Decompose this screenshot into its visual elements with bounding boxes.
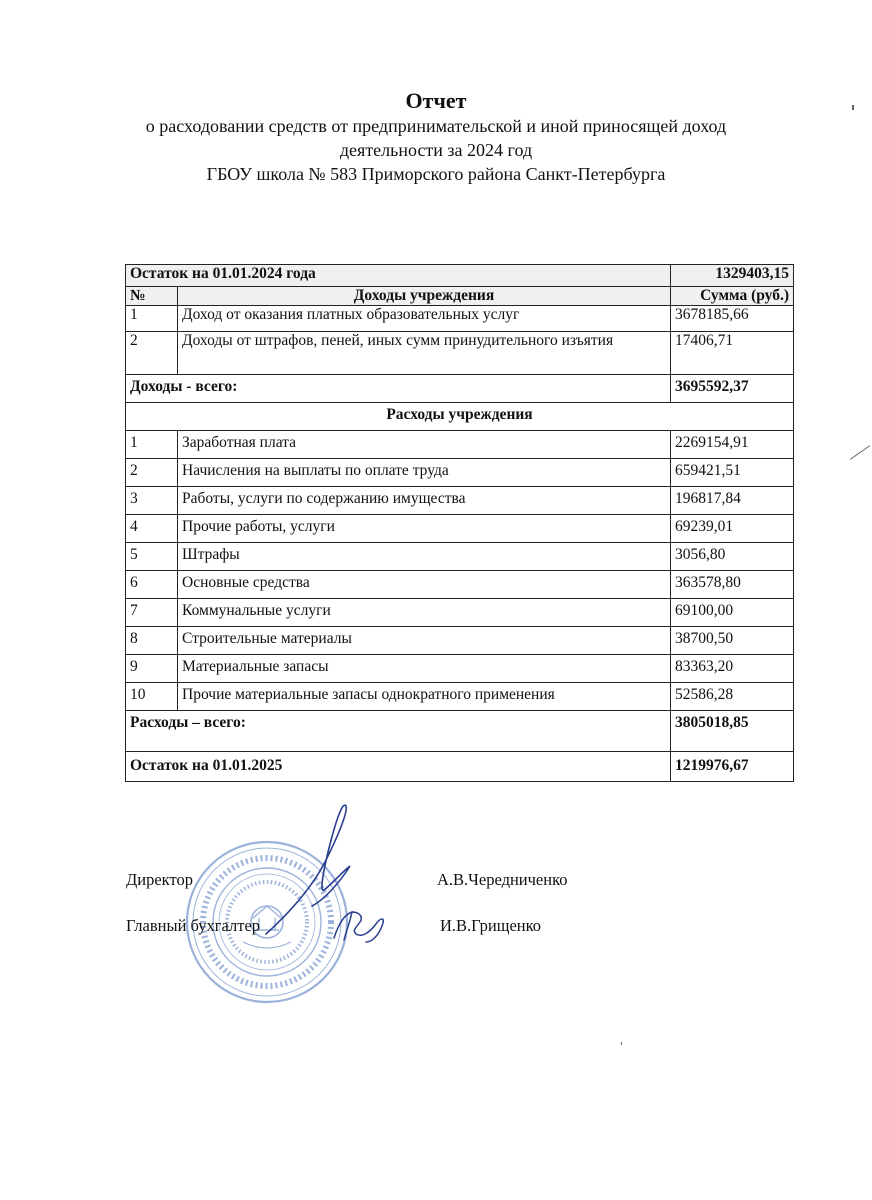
opening-balance-value: 1329403,15 bbox=[671, 265, 794, 287]
row-number: 1 bbox=[126, 431, 178, 459]
row-number: 7 bbox=[126, 599, 178, 627]
report-subtitle-line1: о расходовании средств от предпринимательской и иной приносящей доход bbox=[145, 116, 727, 136]
row-sum: 196817,84 bbox=[671, 487, 794, 515]
accountant-name: И.В.Грищенко bbox=[440, 916, 542, 935]
official-stamp bbox=[183, 838, 351, 1006]
row-number: 1 bbox=[126, 306, 178, 332]
row-number: 6 bbox=[126, 571, 178, 599]
director-signature bbox=[262, 802, 362, 942]
row-sum: 83363,20 bbox=[671, 655, 794, 683]
expense-total-label: Расходы – всего: bbox=[126, 711, 671, 752]
opening-balance-label: Остаток на 01.01.2024 года bbox=[126, 265, 671, 287]
column-income-header: Доходы учреждения bbox=[178, 287, 671, 306]
row-name: Доходы от штрафов, пеней, иных сумм принудительного изъятия bbox=[178, 332, 671, 375]
report-table bbox=[125, 264, 794, 782]
table-row bbox=[126, 683, 794, 711]
accountant-signature bbox=[330, 908, 390, 948]
expense-header-row bbox=[126, 403, 794, 431]
director-name: А.В.Чередниченко bbox=[437, 870, 568, 889]
row-number: 3 bbox=[126, 487, 178, 515]
row-sum: 69100,00 bbox=[671, 599, 794, 627]
income-total-value: 3695592,37 bbox=[671, 375, 794, 403]
row-number: 5 bbox=[126, 543, 178, 571]
row-name: Прочие работы, услуги bbox=[178, 515, 671, 543]
row-name: Строительные материалы bbox=[178, 627, 671, 655]
report-title: Отчет bbox=[405, 88, 467, 113]
row-name: Штрафы bbox=[178, 543, 671, 571]
table-row bbox=[126, 599, 794, 627]
row-number: 2 bbox=[126, 459, 178, 487]
income-total-label: Доходы - всего: bbox=[126, 375, 671, 403]
row-name: Материальные запасы bbox=[178, 655, 671, 683]
accountant-title: Главный бухгалтер bbox=[126, 916, 261, 935]
income-total-row bbox=[126, 375, 794, 403]
row-name: Коммунальные услуги bbox=[178, 599, 671, 627]
expense-section-header: Расходы учреждения bbox=[126, 403, 794, 431]
report-header bbox=[0, 88, 872, 186]
expense-total-row bbox=[126, 711, 794, 752]
table-row bbox=[126, 332, 794, 375]
row-number: 2 bbox=[126, 332, 178, 375]
row-number: 8 bbox=[126, 627, 178, 655]
row-number: 10 bbox=[126, 683, 178, 711]
row-name: Основные средства bbox=[178, 571, 671, 599]
closing-balance-label: Остаток на 01.01.2025 bbox=[126, 752, 671, 782]
closing-balance-value: 1219976,67 bbox=[671, 752, 794, 782]
table-row bbox=[126, 515, 794, 543]
row-number: 9 bbox=[126, 655, 178, 683]
row-name: Заработная плата bbox=[178, 431, 671, 459]
closing-balance-row bbox=[126, 752, 794, 782]
table-row bbox=[126, 487, 794, 515]
row-sum: 3056,80 bbox=[671, 543, 794, 571]
row-sum: 38700,50 bbox=[671, 627, 794, 655]
expense-total-value: 3805018,85 bbox=[671, 711, 794, 752]
row-sum: 3678185,66 bbox=[671, 306, 794, 332]
row-name: Работы, услуги по содержанию имущества bbox=[178, 487, 671, 515]
director-title: Директор bbox=[126, 870, 193, 889]
scan-speck bbox=[621, 1042, 622, 1045]
column-number-header: № bbox=[126, 287, 178, 306]
row-sum: 363578,80 bbox=[671, 571, 794, 599]
row-name: Начисления на выплаты по оплате труда bbox=[178, 459, 671, 487]
row-sum: 52586,28 bbox=[671, 683, 794, 711]
table-row bbox=[126, 571, 794, 599]
row-sum: 2269154,91 bbox=[671, 431, 794, 459]
table-row bbox=[126, 306, 794, 332]
column-sum-header: Сумма (руб.) bbox=[671, 287, 794, 306]
table-row bbox=[126, 655, 794, 683]
row-sum: 659421,51 bbox=[671, 459, 794, 487]
row-name: Доход от оказания платных образовательных услуг bbox=[178, 306, 671, 332]
row-number: 4 bbox=[126, 515, 178, 543]
scan-mark bbox=[850, 445, 870, 460]
row-name: Прочие материальные запасы однократного применения bbox=[178, 683, 671, 711]
report-organization: ГБОУ школа № 583 Приморского района Санкт-Петербурга bbox=[206, 164, 666, 184]
report-subtitle-line2: деятельности за 2024 год bbox=[339, 140, 533, 160]
opening-balance-row bbox=[126, 265, 794, 287]
row-sum: 17406,71 bbox=[671, 332, 794, 375]
table-row bbox=[126, 431, 794, 459]
row-sum: 69239,01 bbox=[671, 515, 794, 543]
table-row bbox=[126, 627, 794, 655]
table-row bbox=[126, 543, 794, 571]
table-row bbox=[126, 459, 794, 487]
income-header-row bbox=[126, 287, 794, 306]
